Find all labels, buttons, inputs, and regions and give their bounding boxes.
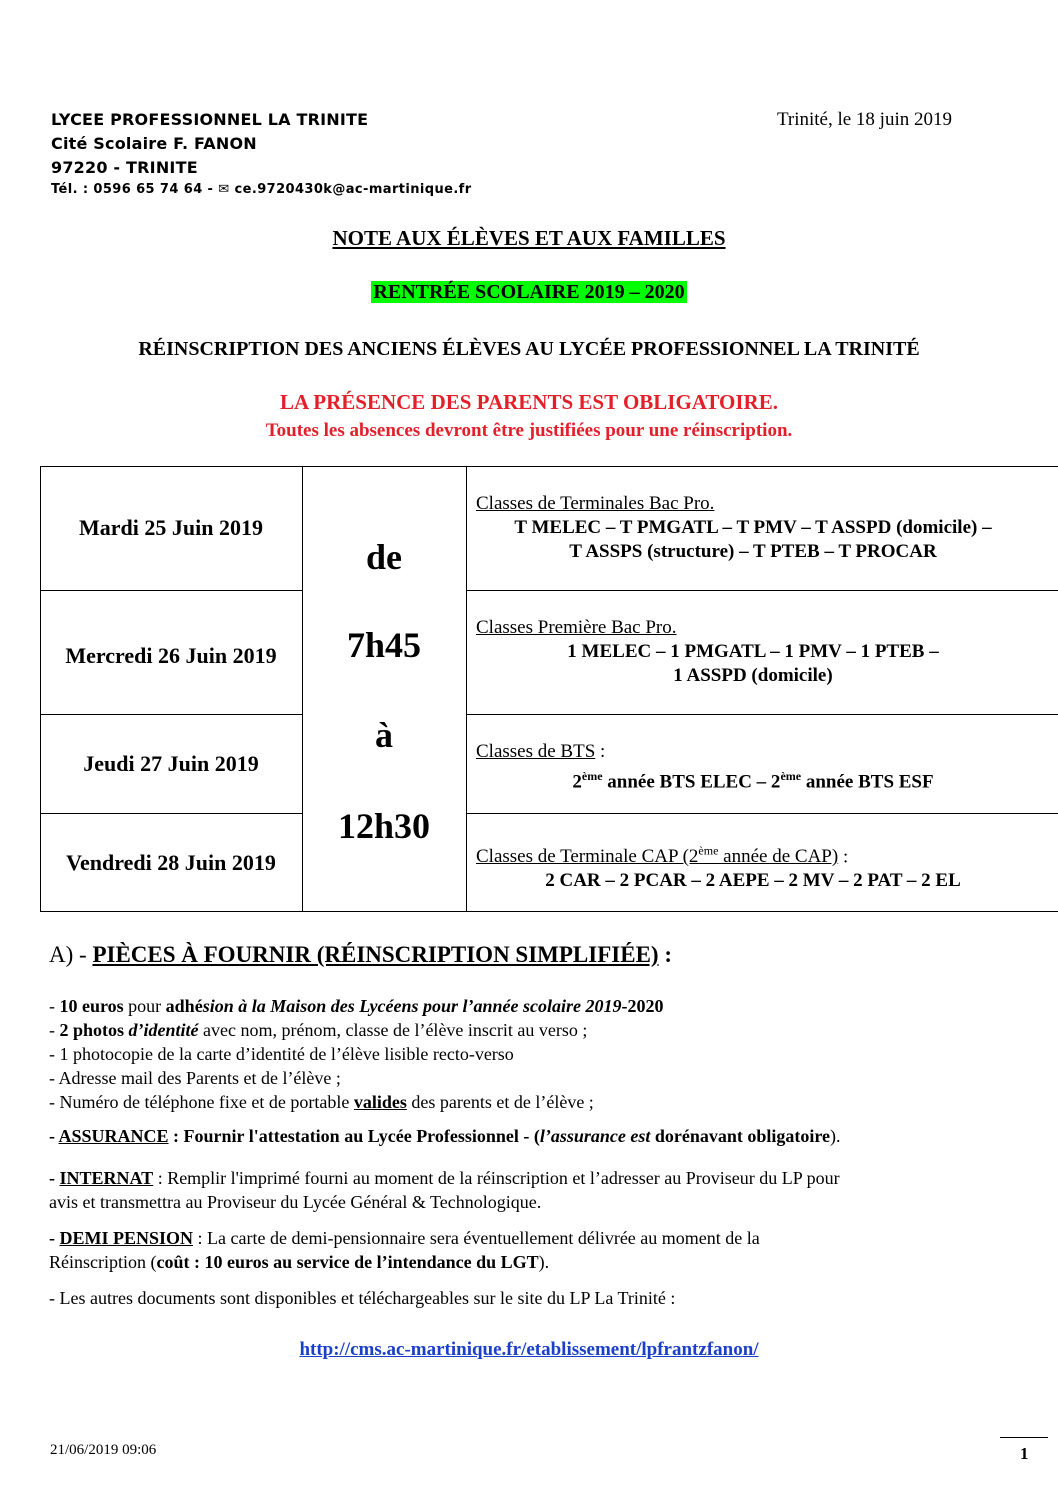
class-heading: Classes de Terminales Bac Pro.	[476, 493, 715, 514]
school-contact	[51, 180, 611, 200]
classes-terminales	[466, 492, 1058, 564]
class-list-line: 2 CAR – 2 PCAR – 2 AEPE – 2 MV – 2 PAT – 2 EL	[545, 870, 961, 892]
day-mercredi: Mercredi 26 Juin 2019	[65, 643, 277, 668]
item-adresse-mail: - Adresse mail des Parents et de l’élève ;	[49, 1068, 341, 1088]
classes-premiere	[466, 616, 1058, 688]
school-name: LYCEE PROFESSIONNEL LA TRINITE	[51, 110, 369, 129]
table-row-divider	[466, 714, 1058, 715]
class-list-line: 2ème année BTS ELEC – 2ème année BTS ESF	[572, 769, 934, 793]
item-internat-line2: avis et transmettra au Proviseur du Lycée Général & Technologique.	[49, 1192, 542, 1212]
letter-date: Trinité, le 18 juin 2019	[776, 109, 952, 130]
mail-icon: ✉	[218, 182, 230, 197]
class-heading: Classes de BTS :	[476, 741, 606, 762]
item-assurance: - ASSURANCE : Fournir l'attestation au Lycée Professionnel - (l’assurance est dorénavant obligatoire).	[49, 1126, 841, 1146]
school-address: 97220 - TRINITE	[51, 158, 198, 177]
time-to: à	[375, 715, 393, 755]
section-a-heading: A) - PIÈCES À FOURNIR (RÉINSCRIPTION SIMPLIFIÉE) :	[49, 942, 672, 967]
day-mardi: Mardi 25 Juin 2019	[79, 515, 263, 540]
item-internat: - INTERNAT : Remplir l'imprimé fourni au moment de la réinscription et l’adresser au Proviseur du LP pour	[49, 1168, 840, 1188]
absences-notice: Toutes les absences devront être justifiées pour une réinscription.	[265, 420, 793, 441]
classes-bts	[466, 740, 1058, 794]
item-adhesion: - 10 euros pour adhésion à la Maison des Lycéens pour l’année scolaire 2019-2020	[49, 996, 664, 1016]
time-from: de	[366, 537, 402, 577]
rentree-title: RENTRÉE SCOLAIRE 2019 – 2020	[373, 281, 685, 303]
school-header	[51, 108, 611, 200]
class-heading: Classes de Terminale CAP (2ème année de CAP) :	[476, 844, 849, 868]
day-vendredi: Vendredi 28 Juin 2019	[66, 849, 276, 875]
site-link[interactable]: http://cms.ac-martinique.fr/etablissement/lpfrantzfanon/	[299, 1339, 759, 1360]
reinscription-title: RÉINSCRIPTION DES ANCIENS ÉLÈVES AU LYCÉE PROFESSIONNEL LA TRINITÉ	[138, 338, 920, 360]
time-start: 7h45	[346, 625, 422, 665]
item-photocopie: - 1 photocopie de la carte d’identité de l’élève lisible recto-verso	[49, 1044, 514, 1064]
class-heading: Classes Première Bac Pro.	[476, 617, 677, 638]
time-end: 12h30	[337, 806, 431, 846]
item-autres-documents: - Les autres documents sont disponibles et téléchargeables sur le site du LP La Trinité :	[49, 1288, 676, 1308]
item-photos: - 2 photos d’identité avec nom, prénom, classe de l’élève inscrit au verso ;	[49, 1020, 588, 1040]
page-number-rule	[1000, 1437, 1048, 1438]
presence-notice: LA PRÉSENCE DES PARENTS EST OBLIGATOIRE.	[280, 390, 778, 414]
classes-cap	[466, 839, 1058, 893]
class-list-line: 1 ASSPD (domicile)	[673, 665, 833, 686]
site-link-line	[0, 1338, 1058, 1362]
school-cite: Cité Scolaire F. FANON	[51, 134, 257, 153]
class-list-line: T ASSPS (structure) – T PTEB – T PROCAR	[569, 541, 937, 562]
note-title: NOTE AUX ÉLÈVES ET AUX FAMILLES	[332, 226, 726, 250]
item-demi-pension: - DEMI PENSION : La carte de demi-pensionnaire sera éventuellement délivrée au moment de la	[49, 1228, 760, 1248]
item-telephone: - Numéro de téléphone fixe et de portable valides des parents et de l’élève ;	[49, 1092, 594, 1112]
school-email[interactable]: ce.9720430k@ac-martinique.fr	[234, 182, 472, 197]
documents-list	[49, 994, 1019, 1310]
page-number: 1	[1020, 1444, 1029, 1463]
class-list-line: T MELEC – T PMGATL – T PMV – T ASSPD (domicile) –	[514, 517, 992, 538]
schedule-table	[40, 466, 1058, 912]
class-list-line: 1 MELEC – 1 PMGATL – 1 PMV – 1 PTEB –	[567, 641, 939, 662]
school-phone: Tél. : 0596 65 74 64 -	[51, 182, 219, 197]
day-jeudi: Jeudi 27 Juin 2019	[83, 750, 259, 776]
table-row-divider	[466, 590, 1058, 591]
footer-timestamp: 21/06/2019 09:06	[50, 1442, 157, 1458]
table-row-divider	[466, 813, 1058, 814]
item-demi-pension-line2: Réinscription (coût : 10 euros au service de l’intendance du LGT).	[49, 1252, 550, 1272]
